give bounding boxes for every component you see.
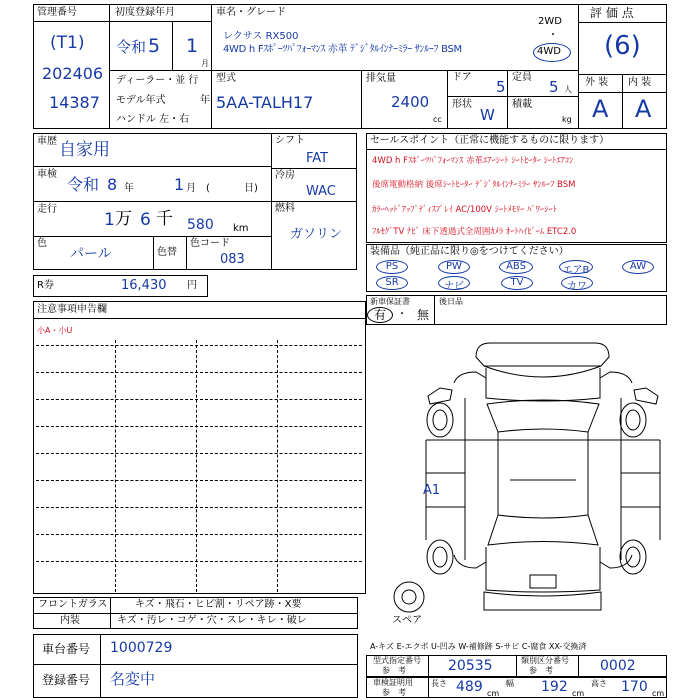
displacement-label: 排気量 bbox=[366, 73, 396, 84]
dealer-label: ディーラー・並 行 bbox=[116, 75, 199, 86]
handle-label: ハンドル 左・右 bbox=[116, 114, 190, 125]
first-reg-month-unit: 月 bbox=[201, 59, 209, 68]
history-value: 自家用 bbox=[59, 140, 110, 160]
length-value: 489 bbox=[456, 679, 483, 695]
sales-point-line: 4WD h Fｽﾎﾟｰﾂﾊﾟﾌｫｰﾏﾝｽ 赤革ｴｱｰｼｰﾄ ｼｰﾄﾋｰﾀｰ ｼｰﾄｴｱｺﾝ bbox=[372, 156, 574, 166]
equipment-leather: カワ bbox=[561, 276, 593, 290]
mileage-rest: 580 bbox=[187, 217, 214, 233]
interior-trim-label: 内装 bbox=[60, 615, 80, 626]
width-value: 192 bbox=[541, 679, 568, 695]
damage-mark-a1: A1 bbox=[423, 483, 441, 498]
equipment-sr: SR bbox=[376, 276, 408, 290]
ac-label: 冷房 bbox=[275, 170, 295, 181]
exterior-value: A bbox=[592, 95, 609, 123]
drive-dot: ・ bbox=[548, 30, 558, 41]
inspection-year: 8 bbox=[107, 175, 118, 194]
first-reg-month: 1 bbox=[186, 35, 199, 57]
registration-label: 登録番号 bbox=[42, 673, 91, 687]
equipment-aw: AW bbox=[622, 260, 654, 274]
inspection-day-close: 日) bbox=[244, 183, 258, 194]
color-label: 色 bbox=[37, 238, 47, 249]
interior-label: 内 装 bbox=[628, 77, 652, 88]
mileage-man-unit: 万 bbox=[115, 209, 132, 229]
mileage-sen: 6 bbox=[140, 210, 151, 230]
exterior-label: 外 装 bbox=[585, 77, 609, 88]
registration-value: 名変中 bbox=[110, 670, 156, 688]
car-grade: 4WD h Fｽﾎﾟｰﾂﾊﾟﾌｫｰﾏﾝｽ 赤革 ﾃﾞｼﾞﾀﾙｲﾝﾅｰﾐﾗｰ ｻﾝﾙｰﾌ BSM bbox=[223, 44, 462, 55]
shift-label: シフト bbox=[275, 135, 305, 146]
color-change-label: 色替 bbox=[157, 247, 177, 258]
class-label: 類別区分番号 bbox=[521, 656, 569, 665]
inspection-year-unit: 年 bbox=[124, 183, 134, 194]
displacement-value: 2400 bbox=[391, 93, 430, 111]
chassis-value: 1000729 bbox=[110, 640, 173, 656]
width-unit: cm bbox=[572, 689, 585, 698]
cert-label: 車検証明用 bbox=[373, 678, 413, 687]
color-code: 083 bbox=[220, 252, 245, 267]
doors-value: 5 bbox=[496, 78, 506, 96]
equipment-ps: PS bbox=[376, 260, 408, 274]
model-value: 5AA-TALH17 bbox=[216, 93, 314, 112]
r-ticket-value: 16,430 bbox=[121, 278, 167, 293]
equipment-abs: ABS bbox=[499, 260, 533, 274]
width-label: 幅 bbox=[506, 679, 514, 688]
chassis-label: 車台番号 bbox=[42, 642, 91, 656]
model-label: 型式 bbox=[216, 73, 236, 84]
management-number-1: 202406 bbox=[42, 64, 104, 83]
damage-legend: A-キズ E-エクボ U-凹み W-補修跡 S-サビ C-腐食 XX-交換済 bbox=[370, 642, 587, 651]
color-code-label: 色コード bbox=[190, 238, 230, 249]
drive-2wd: 2WD bbox=[538, 16, 562, 27]
inspection-era: 令和 bbox=[67, 175, 100, 194]
windshield-text: キズ・飛石・ヒビ割・リペア跡・X要 bbox=[135, 599, 302, 610]
car-name: レクサス RX500 bbox=[223, 31, 299, 42]
warranty-no: 無 bbox=[417, 308, 430, 322]
notes-first-line: 小A・小U bbox=[37, 326, 73, 335]
equipment-tv: TV bbox=[501, 276, 533, 290]
capacity-label: 定員 bbox=[512, 72, 532, 83]
fuel-label: 燃料 bbox=[275, 203, 295, 214]
warranty-label: 新車保証書 bbox=[370, 297, 410, 306]
fuel-value: ガソリン bbox=[290, 227, 343, 242]
shift-value: FAT bbox=[306, 151, 329, 166]
height-unit: cm bbox=[652, 689, 665, 698]
shape-label: 形状 bbox=[452, 99, 472, 110]
class-ref: 参 考 bbox=[529, 666, 553, 675]
load-label: 積載 bbox=[512, 99, 532, 110]
warranty-yes: 有 bbox=[374, 308, 387, 322]
delivery-label: 後日品 bbox=[439, 297, 463, 306]
equipment-navi: ナビ bbox=[438, 276, 470, 290]
mileage-label: 走行 bbox=[37, 204, 57, 215]
inspection-month: 1 bbox=[174, 175, 185, 194]
equipment-label: 装備品（純正品に限り◎をつけてください） bbox=[370, 246, 569, 257]
windshield-label: フロントガラス bbox=[38, 599, 108, 610]
length-label: 長さ bbox=[431, 679, 447, 688]
designated-label: 型式指定番号 bbox=[373, 656, 421, 665]
load-unit: kg bbox=[562, 115, 572, 124]
r-ticket-unit: 円 bbox=[187, 280, 197, 291]
sales-point-line: 後席電動格納 後席ｼｰﾄﾋｰﾀｰ ﾃﾞｼﾞﾀﾙｲﾝﾅｰﾐﾗｰ ｻﾝﾙｰﾌ BSM bbox=[372, 180, 576, 190]
equipment-pw: PW bbox=[438, 260, 470, 274]
first-reg-label: 初度登録年月 bbox=[115, 7, 175, 18]
inspection-day-open: ( bbox=[206, 183, 210, 194]
designated-value: 20535 bbox=[448, 658, 493, 674]
height-value: 170 bbox=[621, 679, 648, 695]
management-paren: (T1) bbox=[50, 33, 85, 53]
car-name-label: 車名・グレード bbox=[216, 7, 286, 18]
height-label: 高さ bbox=[591, 679, 607, 688]
mileage-man: 1 bbox=[104, 210, 115, 230]
rating-label: 評 価 点 bbox=[590, 6, 634, 20]
sales-points-label: セールスポイント（正常に機能するものに限ります） bbox=[370, 135, 610, 146]
r-ticket-label: R券 bbox=[37, 280, 54, 291]
capacity-value: 5 bbox=[549, 78, 559, 96]
ac-value: WAC bbox=[306, 184, 336, 199]
management-number-2: 14387 bbox=[49, 93, 100, 112]
mileage-sen-unit: 千 bbox=[156, 209, 173, 229]
designated-ref: 参 考 bbox=[382, 666, 406, 675]
inspection-label: 車検 bbox=[37, 169, 57, 180]
first-reg-year: 5 bbox=[148, 35, 161, 57]
capacity-unit: 人 bbox=[564, 85, 572, 94]
mileage-unit: km bbox=[233, 223, 249, 234]
sales-point-line: ｶﾗｰﾍｯﾄﾞｱｯﾌﾟﾃﾞｨｽﾌﾟﾚｲ AC/100V ｼｰﾄﾒﾓﾘｰ ﾊﾟﾜｰｼｰﾄ bbox=[372, 205, 557, 215]
displacement-unit: cc bbox=[433, 115, 442, 124]
model-year-unit: 年 bbox=[200, 95, 210, 106]
equipment-airbag: エアB bbox=[559, 260, 593, 274]
doors-label: ドア bbox=[452, 72, 472, 83]
notes-label: 注意事項申告欄 bbox=[37, 304, 107, 315]
cert-ref: 参 考 bbox=[382, 688, 406, 697]
spare-label: スペア bbox=[392, 615, 422, 626]
rating-value: (6) bbox=[604, 31, 641, 61]
class-value: 0002 bbox=[600, 658, 636, 674]
first-reg-era: 令和 bbox=[116, 38, 147, 56]
warranty-dot: ・ bbox=[397, 309, 407, 320]
length-unit: cm bbox=[487, 689, 500, 698]
inspection-month-unit: 月 bbox=[186, 183, 196, 194]
drive-4wd: 4WD bbox=[537, 46, 561, 57]
management-label: 管理番号 bbox=[37, 7, 77, 18]
model-year-label: モデル年式 bbox=[116, 95, 166, 106]
color-value: パール bbox=[70, 246, 112, 262]
interior-value: A bbox=[635, 95, 652, 123]
interior-text: キズ・汚レ・コゲ・穴・スレ・キレ・破レ bbox=[117, 615, 307, 626]
history-label: 車歴 bbox=[37, 136, 57, 147]
shape-value: W bbox=[480, 106, 495, 124]
sales-point-line: ﾌﾙｾｸﾞTV ﾅﾋﾞ 床下透過式全周囲ｶﾒﾗ ｵｰﾄﾊｲﾋﾞｰﾑ ETC2.0 bbox=[372, 227, 577, 237]
